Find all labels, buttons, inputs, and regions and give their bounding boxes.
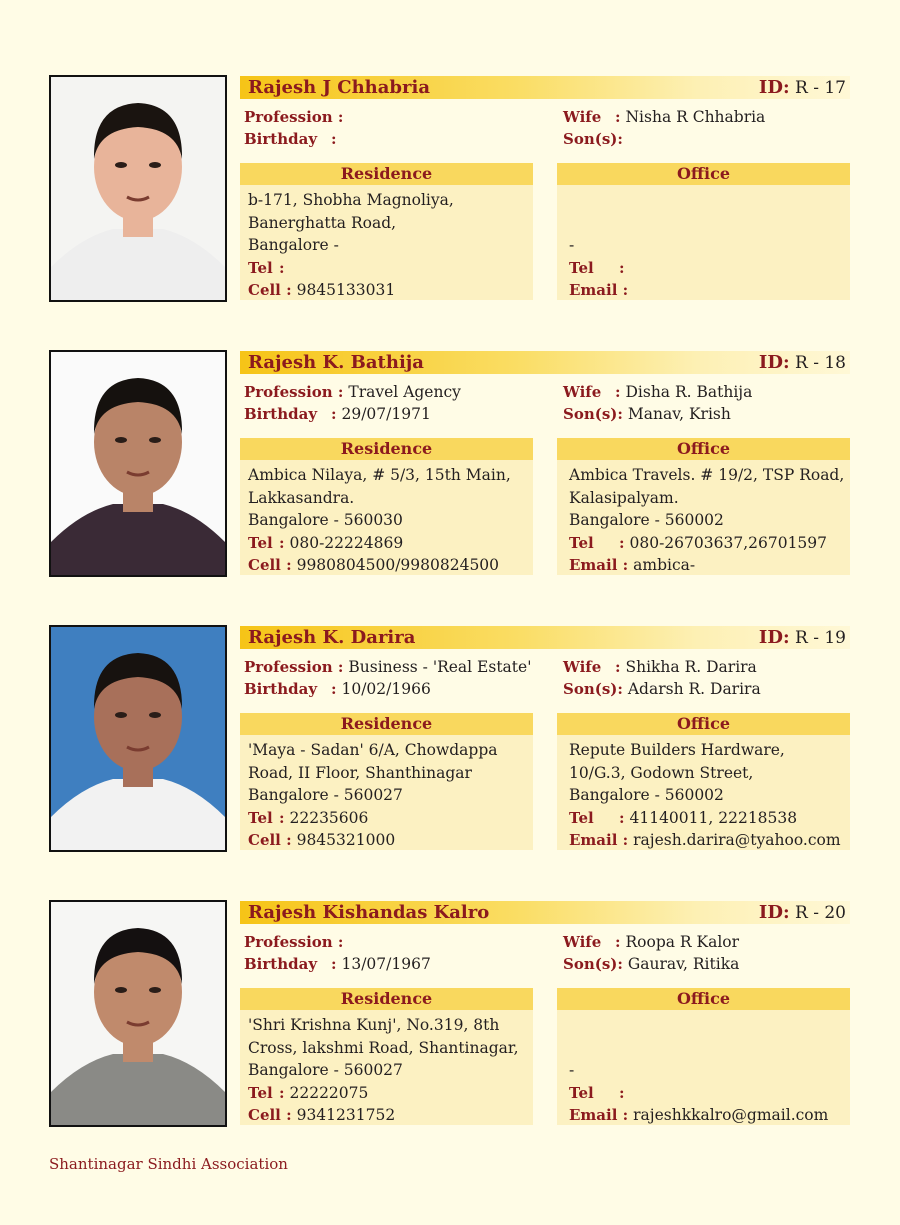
office-heading: Office	[557, 163, 850, 185]
residence-tel-label: Tel	[248, 258, 273, 277]
residence-tel	[248, 532, 533, 555]
office-address-line: -	[569, 1061, 575, 1079]
office-heading: Office	[557, 438, 850, 460]
office-tel-colon: :	[619, 1083, 625, 1102]
residence-tel-label: Tel	[248, 533, 273, 552]
office-tel-colon: :	[619, 808, 625, 827]
name-bar	[240, 351, 850, 374]
member-entry	[0, 350, 900, 580]
office-tel-value: 41140011, 22218538	[629, 808, 798, 827]
residence-heading: Residence	[240, 713, 533, 735]
member-entry	[0, 625, 900, 855]
sons-field	[563, 678, 761, 700]
birthday-field	[244, 403, 431, 425]
wife-label: Wife	[563, 933, 602, 951]
office-details	[557, 735, 850, 852]
residence-details	[240, 735, 533, 852]
wife-colon: :	[615, 383, 621, 401]
profession-field	[244, 381, 461, 403]
office-address-line	[569, 212, 850, 235]
member-entry	[0, 900, 900, 1130]
office-box	[557, 438, 850, 575]
residence-tel-value: 22222075	[289, 1083, 369, 1102]
sons-field	[563, 128, 623, 150]
office-address-line	[569, 1014, 850, 1037]
office-address-line: 10/G.3, Godown Street,	[569, 763, 754, 782]
profession-label: Profession :	[244, 108, 344, 126]
office-address-line: Bangalore - 560002	[569, 511, 724, 529]
id-value: R - 19	[795, 628, 846, 648]
office-tel-value: 080-26703637,26701597	[629, 533, 828, 552]
residence-address-line: Banerghatta Road,	[248, 213, 397, 232]
office-tel-label: Tel	[569, 1083, 594, 1102]
name-bar	[240, 76, 850, 99]
name-bar	[240, 901, 850, 924]
residence-address-line: Road, II Floor, Shanthinagar	[248, 763, 472, 782]
member-id	[759, 352, 846, 373]
residence-box	[240, 438, 533, 575]
office-tel-label: Tel	[569, 533, 594, 552]
sons-field	[563, 403, 731, 425]
residence-tel-colon: :	[279, 258, 285, 277]
birthday-label: Birthday	[244, 955, 318, 973]
office-box	[557, 713, 850, 850]
office-box	[557, 988, 850, 1125]
office-email-label: Email :	[569, 281, 629, 299]
residence-cell-label: Cell :	[248, 556, 292, 574]
residence-cell-value: 9341231752	[296, 1106, 396, 1124]
office-details	[557, 185, 850, 302]
office-heading: Office	[557, 713, 850, 735]
office-address-line: Kalasipalyam.	[569, 488, 679, 507]
office-address-line	[569, 189, 850, 212]
office-email	[569, 1104, 850, 1127]
sons-label: Son(s):	[563, 955, 623, 973]
wife-value: Shikha R. Darira	[625, 658, 757, 676]
residence-heading: Residence	[240, 438, 533, 460]
residence-details	[240, 460, 533, 577]
residence-cell-label: Cell :	[248, 831, 292, 849]
wife-label: Wife	[563, 383, 602, 401]
residence-heading: Residence	[240, 163, 533, 185]
member-entry	[0, 75, 900, 305]
profession-label: Profession :	[244, 383, 344, 401]
residence-tel-label: Tel	[248, 808, 273, 827]
sons-label: Son(s):	[563, 130, 623, 148]
id-value: R - 20	[795, 903, 846, 923]
residence-cell-label: Cell :	[248, 1106, 292, 1124]
residence-details	[240, 1010, 533, 1127]
id-value: R - 18	[795, 353, 846, 373]
office-address-line: -	[569, 236, 575, 254]
office-tel-colon: :	[619, 533, 625, 552]
member-name: Rajesh K. Darira	[248, 627, 416, 648]
profession-value: Travel Agency	[348, 383, 461, 401]
residence-address-line: 'Shri Krishna Kunj', No.319, 8th	[248, 1016, 500, 1034]
residence-heading: Residence	[240, 988, 533, 1010]
residence-address-line: b-171, Shobha Magnoliya,	[248, 191, 454, 209]
office-heading: Office	[557, 988, 850, 1010]
member-id	[759, 77, 846, 98]
wife-value: Nisha R Chhabria	[625, 108, 766, 126]
birthday-field	[244, 678, 431, 700]
office-email-value: rajeshkkalro@gmail.com	[633, 1106, 829, 1124]
wife-field	[563, 931, 739, 953]
office-email-label: Email :	[569, 556, 629, 574]
wife-colon: :	[615, 108, 621, 126]
birthday-colon: :	[331, 955, 337, 973]
office-tel	[569, 257, 850, 280]
birthday-label: Birthday	[244, 130, 318, 148]
office-email-label: Email :	[569, 1106, 629, 1124]
wife-label: Wife	[563, 108, 602, 126]
birthday-value: 10/02/1966	[341, 680, 431, 698]
member-photo	[49, 900, 227, 1127]
residence-tel-colon: :	[279, 808, 285, 827]
residence-tel	[248, 257, 533, 280]
office-tel-label: Tel	[569, 258, 594, 277]
sons-value: Adarsh R. Darira	[627, 680, 761, 698]
birthday-colon: :	[331, 130, 337, 148]
birthday-colon: :	[331, 680, 337, 698]
residence-cell-label: Cell :	[248, 281, 292, 299]
office-tel-colon: :	[619, 258, 625, 277]
residence-cell	[248, 554, 533, 577]
birthday-label: Birthday	[244, 680, 318, 698]
residence-address-line: Ambica Nilaya, # 5/3, 15th Main,	[248, 466, 511, 484]
profession-field	[244, 656, 531, 678]
office-email-label: Email :	[569, 831, 629, 849]
birthday-field	[244, 128, 337, 150]
profession-value: Business - 'Real Estate'	[348, 658, 532, 676]
residence-details	[240, 185, 533, 302]
wife-label: Wife	[563, 658, 602, 676]
office-address-line: Repute Builders Hardware,	[569, 741, 785, 759]
id-label: ID:	[758, 352, 790, 373]
sons-field	[563, 953, 739, 975]
id-label: ID:	[758, 902, 790, 923]
office-email-value: rajesh.darira@tyahoo.com	[633, 831, 841, 849]
wife-field	[563, 656, 757, 678]
office-details	[557, 460, 850, 577]
residence-tel-colon: :	[279, 533, 285, 552]
office-box	[557, 163, 850, 300]
id-label: ID:	[758, 77, 790, 98]
residence-tel-value: 22235606	[289, 808, 369, 827]
member-name: Rajesh Kishandas Kalro	[248, 902, 490, 923]
residence-address-line: Bangalore - 560027	[248, 786, 403, 804]
wife-colon: :	[615, 658, 621, 676]
office-email-value: ambica-	[633, 556, 696, 574]
residence-cell	[248, 279, 533, 302]
member-photo	[49, 625, 227, 852]
wife-value: Roopa R Kalor	[625, 933, 740, 951]
residence-tel	[248, 807, 533, 830]
office-email	[569, 554, 850, 577]
office-address-line: Ambica Travels. # 19/2, TSP Road,	[569, 466, 845, 484]
residence-cell-value: 9980804500/9980824500	[296, 556, 500, 574]
residence-address-line: Bangalore - 560027	[248, 1061, 403, 1079]
profession-field	[244, 931, 343, 953]
office-tel	[569, 1082, 850, 1105]
residence-address-line: Bangalore -	[248, 236, 339, 254]
residence-address-line: Lakkasandra.	[248, 488, 355, 507]
residence-tel-value: 080-22224869	[289, 533, 404, 552]
wife-field	[563, 106, 765, 128]
member-photo	[49, 75, 227, 302]
member-name: Rajesh J Chhabria	[248, 77, 431, 98]
member-id	[759, 627, 846, 648]
wife-colon: :	[615, 933, 621, 951]
residence-cell	[248, 1104, 533, 1127]
member-name: Rajesh K. Bathija	[248, 352, 424, 373]
office-email	[569, 829, 850, 852]
wife-value: Disha R. Bathija	[625, 383, 753, 401]
residence-box	[240, 163, 533, 300]
residence-box	[240, 713, 533, 850]
residence-address-line: Cross, lakshmi Road, Shantinagar,	[248, 1038, 519, 1057]
residence-tel	[248, 1082, 533, 1105]
profession-field	[244, 106, 343, 128]
footer-association-name: Shantinagar Sindhi Association	[49, 1155, 288, 1173]
sons-label: Son(s):	[563, 680, 623, 698]
sons-value: Gaurav, Ritika	[627, 955, 740, 973]
residence-address-line: Bangalore - 560030	[248, 511, 403, 529]
birthday-field	[244, 953, 431, 975]
member-photo	[49, 350, 227, 577]
id-label: ID:	[758, 627, 790, 648]
profession-label: Profession :	[244, 933, 344, 951]
sons-label: Son(s):	[563, 405, 623, 423]
office-tel	[569, 807, 850, 830]
office-details	[557, 1010, 850, 1127]
residence-cell	[248, 829, 533, 852]
birthday-label: Birthday	[244, 405, 318, 423]
wife-field	[563, 381, 752, 403]
residence-tel-colon: :	[279, 1083, 285, 1102]
id-value: R - 17	[795, 78, 846, 98]
name-bar	[240, 626, 850, 649]
office-address-line: Bangalore - 560002	[569, 786, 724, 804]
member-id	[759, 902, 846, 923]
office-email	[569, 279, 850, 302]
residence-cell-value: 9845321000	[296, 831, 396, 849]
residence-tel-label: Tel	[248, 1083, 273, 1102]
office-address-line	[569, 1037, 850, 1060]
birthday-colon: :	[331, 405, 337, 423]
residence-box	[240, 988, 533, 1125]
profession-label: Profession :	[244, 658, 344, 676]
residence-cell-value: 9845133031	[296, 281, 396, 299]
birthday-value: 29/07/1971	[341, 405, 431, 423]
birthday-value: 13/07/1967	[341, 955, 431, 973]
office-tel-label: Tel	[569, 808, 594, 827]
residence-address-line: 'Maya - Sadan' 6/A, Chowdappa	[248, 741, 498, 759]
office-tel	[569, 532, 850, 555]
sons-value: Manav, Krish	[627, 405, 731, 423]
